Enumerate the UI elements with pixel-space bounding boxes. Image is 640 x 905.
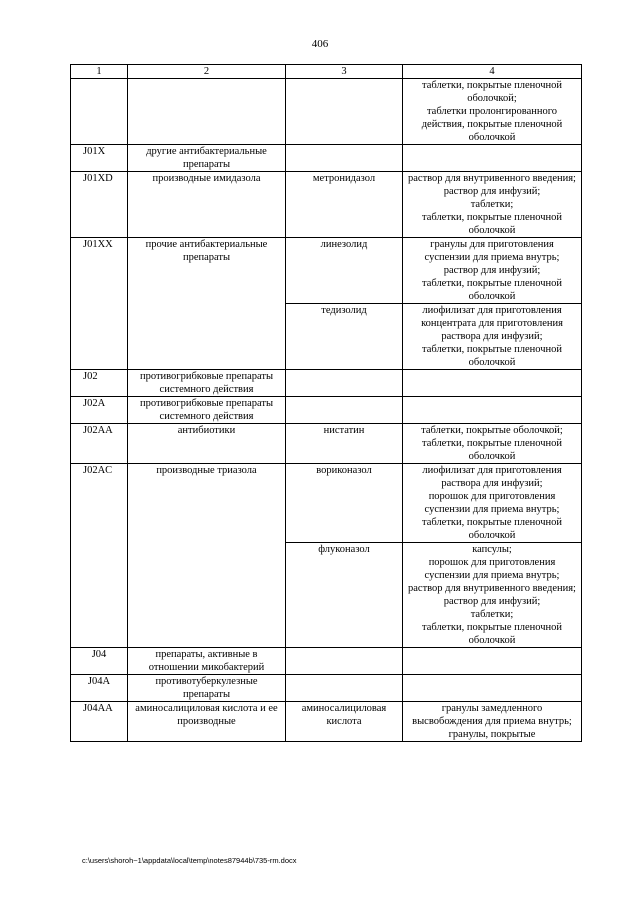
forms-cell	[403, 370, 582, 397]
forms-cell: лиофилизат для приготовления раствора для инфузий; порошок для приготовления суспензии для приема внутрь; таблетки, покрытые пленочной оболочкой	[403, 464, 582, 543]
table-row	[71, 172, 582, 238]
forms-cell: таблетки, покрытые пленочной оболочкой; таблетки пролонгированного действия, покрытые пленочной оболочкой	[403, 79, 582, 145]
forms-cell	[403, 145, 582, 172]
group-cell: аминосалициловая кислота и ее производные	[128, 702, 286, 742]
forms-cell: таблетки, покрытые оболочкой; таблетки, покрытые пленочной оболочкой	[403, 424, 582, 464]
forms-cell	[403, 648, 582, 675]
page-number: 406	[311, 38, 329, 50]
atc-code-cell: J01X	[71, 145, 128, 172]
group-cell: противотуберкулезные препараты	[128, 675, 286, 702]
header-cell: 3	[286, 65, 403, 79]
drug-cell: нистатин	[286, 424, 403, 464]
group-cell: производные триазола	[128, 464, 286, 648]
forms-cell: гранулы замедленного высвобождения для приема внутрь; гранулы, покрытые	[403, 702, 582, 742]
drug-cell: линезолид	[286, 238, 403, 304]
table-row	[71, 79, 582, 145]
atc-code-cell: J01XX	[71, 238, 128, 370]
drug-cell	[286, 648, 403, 675]
header-cell: 1	[71, 65, 128, 79]
group-cell: препараты, активные в отношении микобактерий	[128, 648, 286, 675]
drug-cell: флуконазол	[286, 543, 403, 648]
atc-code-cell: J02A	[71, 397, 128, 424]
group-cell: прочие антибактериальные препараты	[128, 238, 286, 370]
header-cell: 4	[403, 65, 582, 79]
group-cell: производные имидазола	[128, 172, 286, 238]
atc-code-cell: J04A	[71, 675, 128, 702]
drug-cell	[286, 397, 403, 424]
drug-table	[70, 64, 582, 742]
table-row	[71, 370, 582, 397]
drug-cell	[286, 370, 403, 397]
drug-cell: вориконазол	[286, 464, 403, 543]
group-cell: антибиотики	[128, 424, 286, 464]
forms-cell: гранулы для приготовления суспензии для приема внутрь; раствор для инфузий; таблетки, покрытые пленочной оболочкой	[403, 238, 582, 304]
drug-cell	[286, 145, 403, 172]
atc-code-cell: J02	[71, 370, 128, 397]
drug-cell	[286, 79, 403, 145]
atc-code-cell	[71, 79, 128, 145]
atc-code-cell: J02AA	[71, 424, 128, 464]
drug-cell: метронидазол	[286, 172, 403, 238]
table-header-row	[71, 65, 582, 79]
atc-code-cell: J02AC	[71, 464, 128, 648]
table-row	[71, 648, 582, 675]
group-cell: противогрибковые препараты системного действия	[128, 397, 286, 424]
table-row	[71, 424, 582, 464]
atc-code-cell: J04	[71, 648, 128, 675]
group-cell	[128, 79, 286, 145]
drug-cell: тедизолид	[286, 304, 403, 370]
drug-cell: аминосалициловая кислота	[286, 702, 403, 742]
table-row	[71, 675, 582, 702]
forms-cell: капсулы; порошок для приготовления суспензии для приема внутрь; раствор для внутривенного введения; раствор для инфузий; таблетки; таблетки, покрытые пленочной оболочкой	[403, 543, 582, 648]
atc-code-cell: J01XD	[71, 172, 128, 238]
table-row	[71, 145, 582, 172]
file-path-footer: c:\users\shoroh~1\appdata\local\temp\notes87944b\735-rm.docx	[82, 856, 297, 865]
group-cell: другие антибактериальные препараты	[128, 145, 286, 172]
table-row	[71, 238, 582, 304]
table-row	[71, 702, 582, 742]
forms-cell: лиофилизат для приготовления концентрата для приготовления раствора для инфузий; таблетки, покрытые пленочной оболочкой	[403, 304, 582, 370]
group-cell: противогрибковые препараты системного действия	[128, 370, 286, 397]
atc-code-cell: J04AA	[71, 702, 128, 742]
forms-cell: раствор для внутривенного введения; раствор для инфузий; таблетки; таблетки, покрытые пленочной оболочкой	[403, 172, 582, 238]
table-row	[71, 464, 582, 543]
drug-cell	[286, 675, 403, 702]
header-cell: 2	[128, 65, 286, 79]
table-row	[71, 397, 582, 424]
forms-cell	[403, 675, 582, 702]
forms-cell	[403, 397, 582, 424]
